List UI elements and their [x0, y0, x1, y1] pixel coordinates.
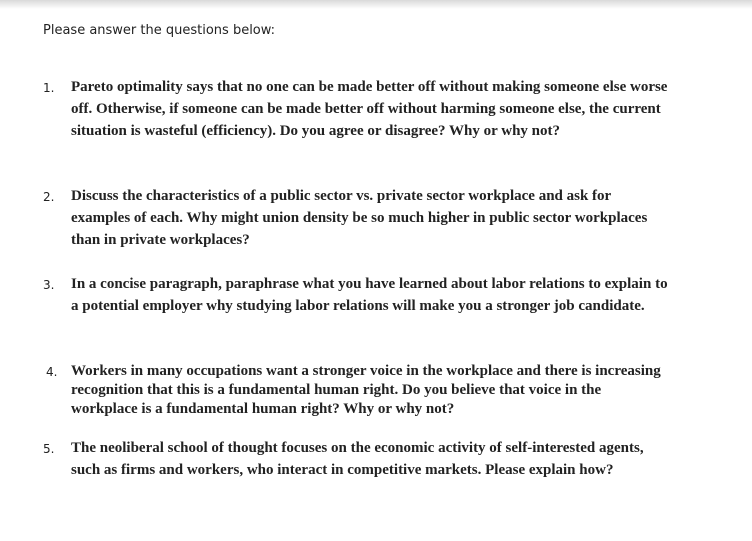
- question-4: [43, 362, 683, 419]
- question-text: Workers in many occupations want a stronger voice in the workplace and there is increasing recognition that this is a fundamental human right. Do you believe that voice in the workplace is a fundamental human right? Why or why not?: [71, 363, 661, 417]
- question-text: Pareto optimality says that no one can be made better off without making someone else worse off. Otherwise, if someone can be made better off without harming someone else, the current situation is wasteful (efficiency). Do you agree or disagree? Why or why not?: [71, 79, 668, 139]
- question-text: Discuss the characteristics of a public sector vs. private sector workplace and ask for examples of each. Why might union density be so much higher in public sector workplaces than in private workplaces?: [71, 188, 648, 248]
- question-2: [43, 185, 683, 251]
- question-number: 1.: [43, 81, 55, 95]
- top-shadow-divider: [0, 0, 752, 9]
- question-text: In a concise paragraph, paraphrase what you have learned about labor relations to explain to a potential employer why studying labor relations will make you a stronger job candidate.: [71, 276, 668, 314]
- question-number: 4.: [46, 365, 58, 379]
- instructions-text: Please answer the questions below:: [43, 23, 276, 38]
- question-3: [43, 273, 683, 317]
- question-text: The neoliberal school of thought focuses on the economic activity of self-interested agents, such as firms and workers, who interact in competitive markets. Please explain how?: [71, 440, 644, 478]
- question-number: 2.: [43, 190, 55, 204]
- question-number: 5.: [43, 442, 55, 456]
- question-5: [43, 437, 683, 481]
- question-1: [43, 76, 683, 142]
- question-number: 3.: [43, 278, 55, 292]
